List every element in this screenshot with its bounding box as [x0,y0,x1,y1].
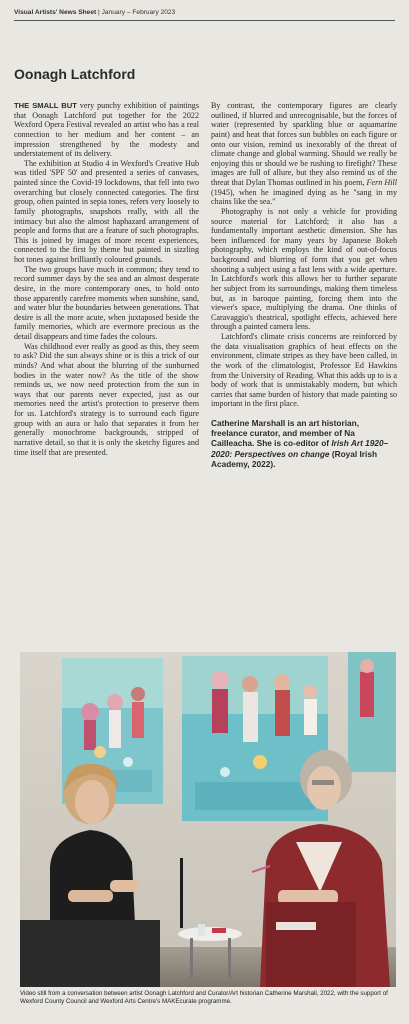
microphone-stand [180,858,183,928]
photo-illustration [20,652,396,987]
paragraph-4: Was childhood ever really as good as this, they seem to ask? Did the sun always shine or is this a trick of our minds? And what about the blurring of the sunburned bodies in the water now? As the title of the show reminds us, we now need protection from the sun in ways that our parents never expected, just as our memories need the artist's protection to preserve them for us. Latchford's strategy is to surround each figure group with an aura or halo that separates it from her generally monochrome backgrounds, stripped of narrative detail, so that it is only the sketchy figures and time itself that are presented. [14,341,199,457]
article-column-right [211,101,397,469]
paragraph-7: Latchford's climate crisis concerns are reinforced by the data visualisation graphics of heat effects on the environment, climate stripes as they have been called, in the work of the climatologist, Professor Ed Hawkins from the University of Reading. What this adds up to is a body of work that is unmistakably modern, but which carries that same burden of history that made painting so important in the first place. [211,332,397,409]
painting-right [348,652,396,772]
article-column-left [14,101,199,457]
page-header [14,9,394,16]
header-rule [14,20,395,21]
video-still-photo [20,652,396,987]
painting-center [182,656,328,821]
paragraph-5: By contrast, the contemporary figures are clearly outlined, if blurred and unrecognisable, but the forces of water (represented by sparkling blue or aquamarine paint) and heat that forces sun bubbles on each figure or onto our vision, remind us inexorably of the threat of climate change and global warming. Should we really be enjoying this or should we be rushing to firefight? These images are full of allure, but they also remind us of the threat that Dylan Thomas outlined in his poem, Fern Hill (1945), when he imagined dying as he "sang in my chains like the sea." [211,101,397,207]
author-bio: Catherine Marshall is an art historian, freelance curator, and member of Na Cailleacha. She is co-editor of Irish Art 1920–2020: Perspectives on change (Royal Irish Academy, 2022). [211,418,389,469]
lede: THE SMALL BUT [14,101,77,110]
paragraph-3: The two groups have much in common; they tend to record summer days by the sea and an almost desperate desire, in the more contemporary ones, to hold onto those apparently carefree moments when sunshine, sand, and water blur the boundaries between generations. That desire is all the more acute, when juxtaposed beside the family memories, which are evermore precious as the detail disappears and time fades the colours. [14,264,199,341]
paragraph-2: The exhibition at Studio 4 in Wexford's Creative Hub was titled 'SPF 50' and presented a series of canvases, painted since the Covid-19 lockdowns, that fell into two overarching but closely connected categories. The first group, often painted in sepia tones, refers very loosely to family photographs, snapshots really, with all the intimacy but also the almost haphazard arrangement of people and forms that are a feature of such photographs. This is joined by images of more recent experiences, connected to the first by theme but painted in sizzling hot tones against brilliantly coloured grounds. [14,158,199,264]
article-title: Oonagh Latchford [14,66,136,82]
paragraph-1: THE SMALL BUT very punchy exhibition of paintings that Oonagh Latchford put together for the 2022 Wexford Opera Festival revealed an artist who has a real connection to her medium and her content – an impression strengthened by the modesty and understatement of its delivery. [14,101,199,159]
publication-name: Visual Artists' News Sheet [14,9,97,16]
issue-date: | January – February 2023 [96,9,176,16]
poem-title: Fern Hill [366,178,397,187]
photo-caption: Video still from a conversation between artist Oonagh Latchford and Curator/Art historian Catherine Marshall, 2022, with the support of Wexford County Council and Wexford Arts Centre's MAKEcurate programme. [20,990,388,1005]
paragraph-6: Photography is not only a vehicle for providing source material for Latchford; it also has a fundamentally important aesthetic dimension. She has been influenced for many years by Japanese Bokeh photography, which employs the kind of out-of-focus background and blurring of form that you get when shooting a subject using a fast lens with a wide aperture. In Latchford's work this allows her to further separate her subject from its surroundings, making them timeless but, as in baroque painting, forcing them into the viewer's space, multiplying the drama. One thinks of Caravaggio's theatrical, spotlight effects, achieved here through a painted camera lens. [211,206,397,332]
book-title: Irish Art 1920–2020: Perspectives on change [211,438,389,459]
